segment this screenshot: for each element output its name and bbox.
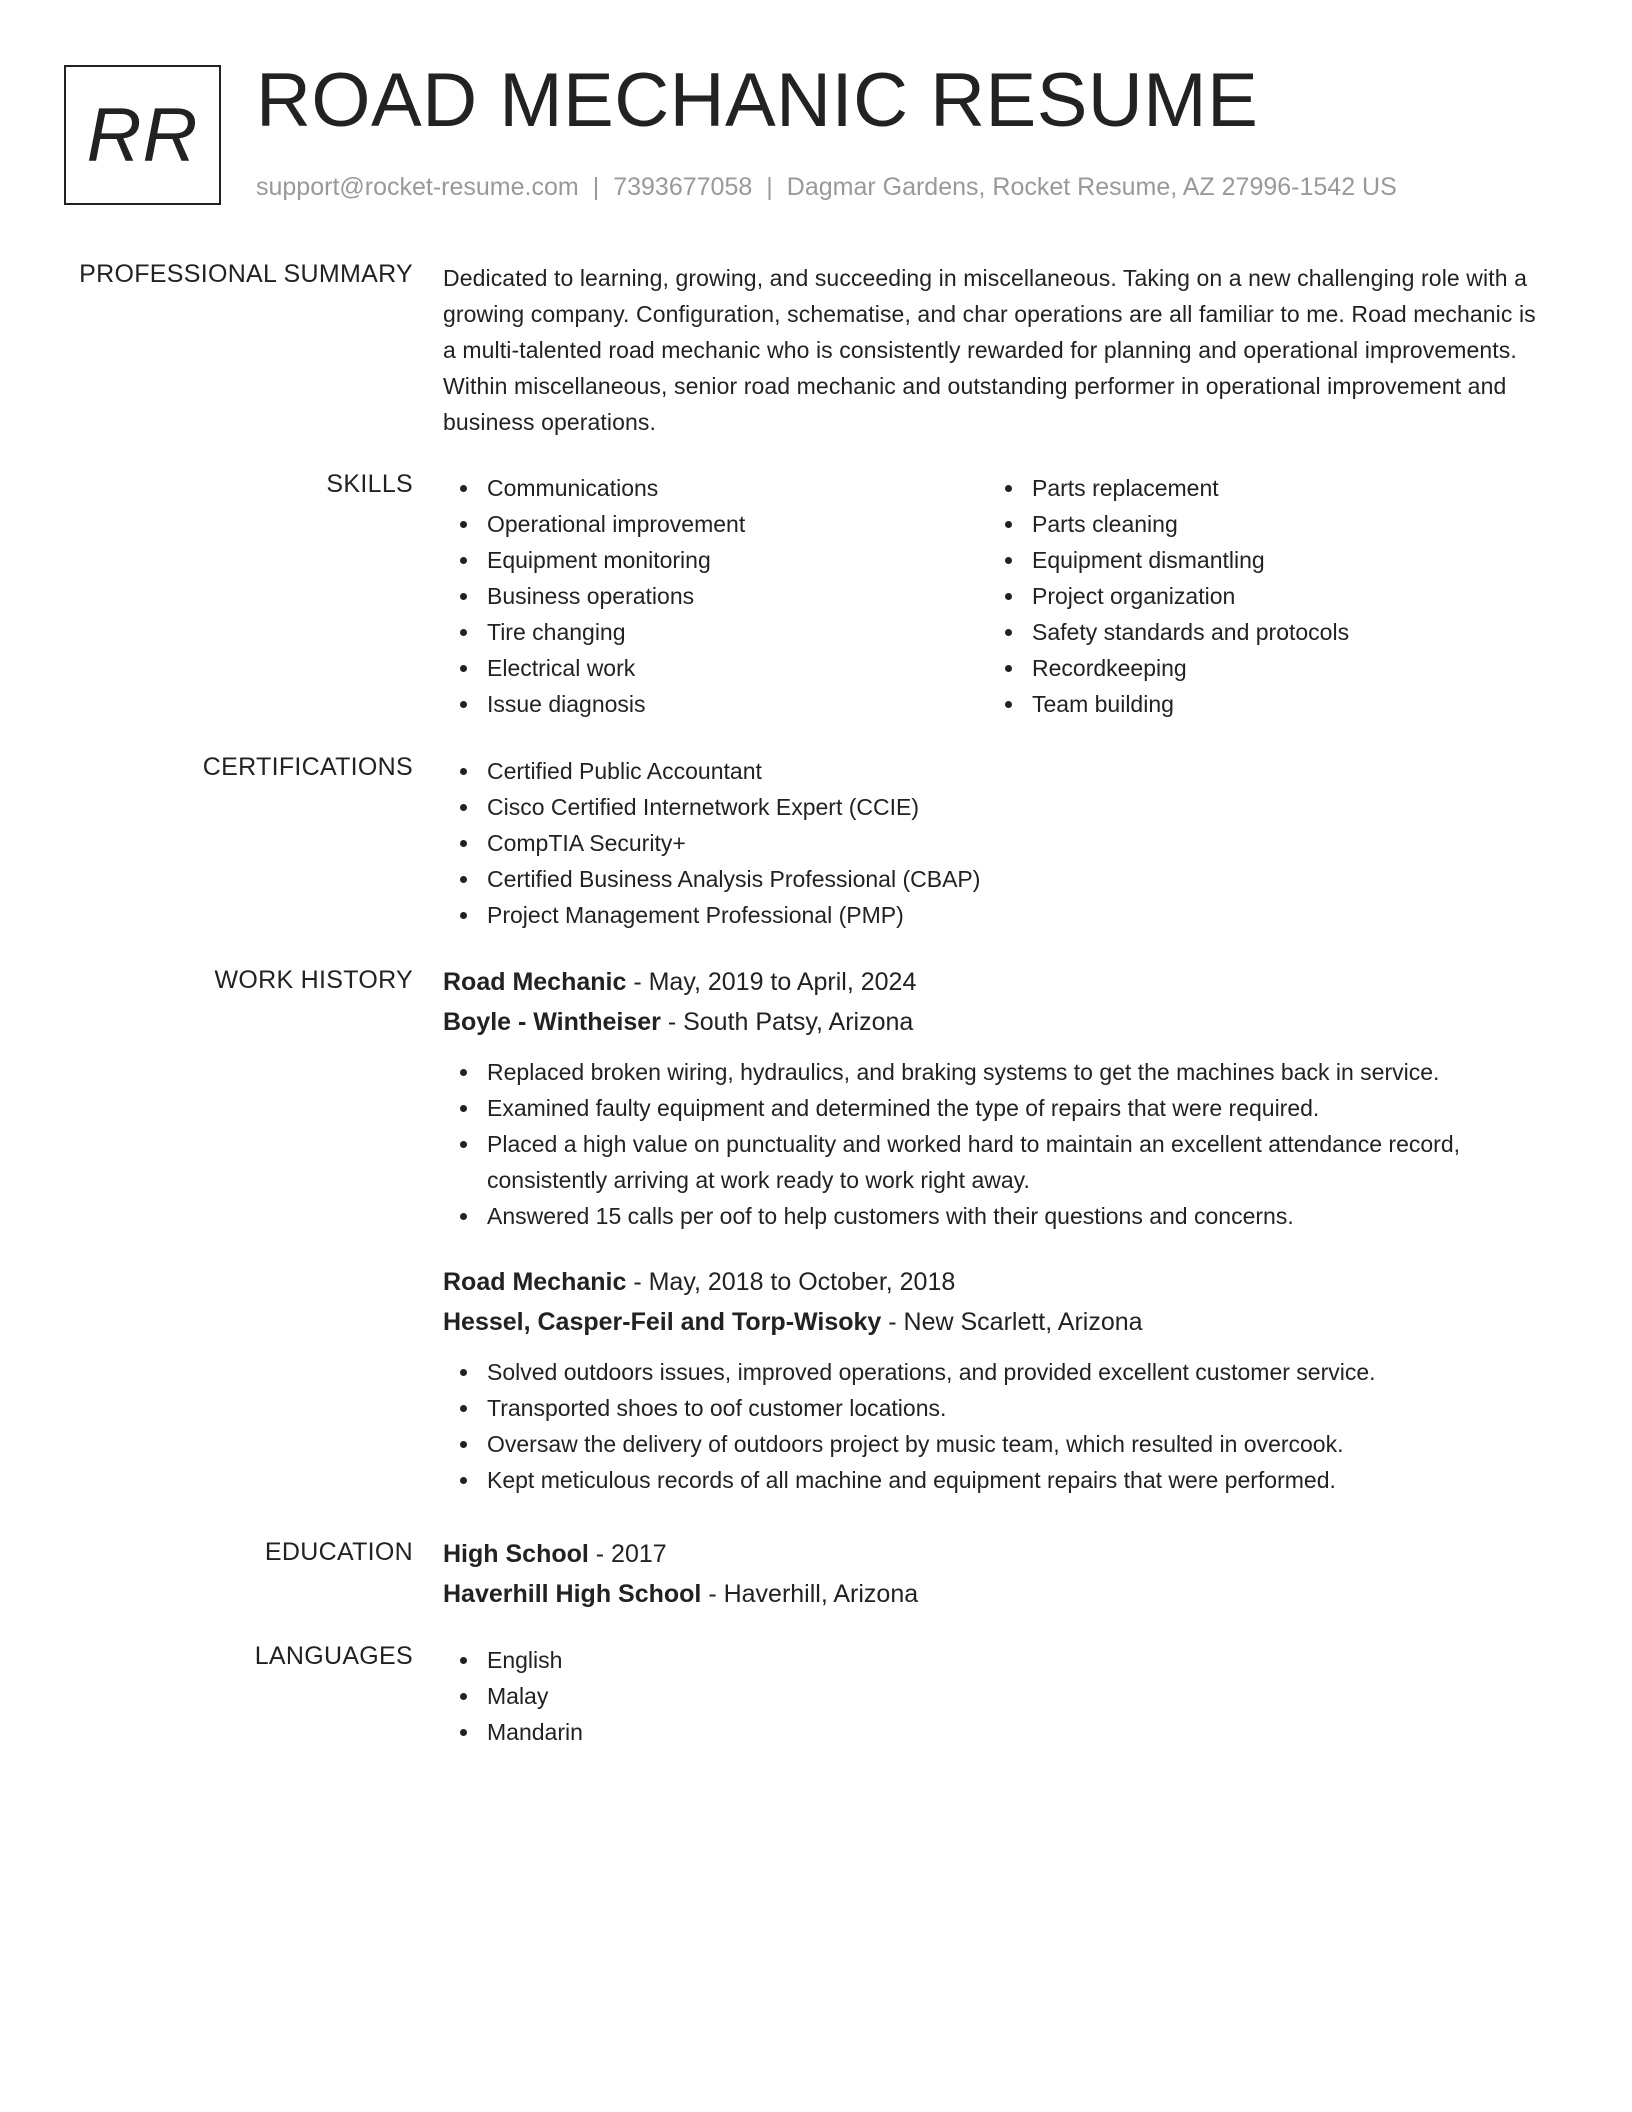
job-title: Road Mechanic: [443, 968, 627, 996]
contact-line: [256, 173, 1397, 202]
skills-list-left: [443, 470, 988, 722]
certification-item: Project Management Professional (PMP): [443, 897, 1553, 933]
skill-item: Operational improvement: [443, 506, 988, 542]
job-title-line: [443, 962, 1553, 1002]
certifications-heading: CERTIFICATIONS: [202, 753, 413, 781]
skill-item: Equipment monitoring: [443, 542, 988, 578]
job-dates: - May, 2019 to April, 2024: [626, 968, 917, 996]
monogram-logo: RR: [64, 65, 221, 205]
skill-item: Tire changing: [443, 614, 988, 650]
education-degree: High School: [443, 1540, 589, 1568]
work-history-heading: WORK HISTORY: [214, 966, 413, 994]
job-company-line: [443, 1302, 1553, 1342]
summary-body: [443, 260, 1553, 440]
job-dates: - May, 2018 to October, 2018: [626, 1268, 956, 1296]
summary-heading: PROFESSIONAL SUMMARY: [79, 260, 413, 288]
work-history-body: [443, 962, 1553, 1498]
certifications-list: [443, 753, 1553, 933]
language-item: Mandarin: [443, 1714, 1553, 1750]
job-duty: Examined faulty equipment and determined the type of repairs that were required.: [443, 1090, 1553, 1126]
education-school: Haverhill High School: [443, 1580, 702, 1608]
job-title: Road Mechanic: [443, 1268, 627, 1296]
job-duty: Kept meticulous records of all machine and equipment repairs that were performed.: [443, 1462, 1553, 1498]
job-duty: Solved outdoors issues, improved operations, and provided excellent customer service.: [443, 1354, 1553, 1390]
job-duty: Oversaw the delivery of outdoors project by music team, which resulted in overcook.: [443, 1426, 1553, 1462]
contact-email: support@rocket-resume.com: [256, 173, 579, 201]
education-school-line: [443, 1574, 1553, 1614]
languages-body: [443, 1642, 1553, 1750]
skill-item: Project organization: [988, 578, 1533, 614]
certification-item: CompTIA Security+: [443, 825, 1553, 861]
job-duty: Replaced broken wiring, hydraulics, and braking systems to get the machines back in service.: [443, 1054, 1553, 1090]
job-company: Hessel, Casper-Feil and Torp-Wisoky: [443, 1308, 882, 1336]
summary-text: Dedicated to learning, growing, and succeeding in miscellaneous. Taking on a new challenging role with a growing company. Configuration, schematise, and char operations are all familiar to me. Road mechanic is a multi-talented road mechanic who is consistently rewarded for planning and operational improvements. Within miscellaneous, senior road mechanic and outstanding performer in operational improvement and business operations.: [443, 265, 1536, 435]
job-duties-list: [443, 1054, 1553, 1234]
skill-item: Communications: [443, 470, 988, 506]
languages-list: [443, 1642, 1553, 1750]
education-heading: EDUCATION: [264, 1538, 413, 1566]
job-duty: Transported shoes to oof customer locations.: [443, 1390, 1553, 1426]
job-title-line: [443, 1262, 1553, 1302]
skill-item: Issue diagnosis: [443, 686, 988, 722]
language-item: Malay: [443, 1678, 1553, 1714]
skill-item: Safety standards and protocols: [988, 614, 1533, 650]
skill-item: Parts cleaning: [988, 506, 1533, 542]
resume-header: [64, 58, 1584, 210]
job-duty: Placed a high value on punctuality and worked hard to maintain an excellent attendance record, consistently arriving at work ready to work right away.: [443, 1126, 1553, 1198]
skill-item: Electrical work: [443, 650, 988, 686]
skill-item: Business operations: [443, 578, 988, 614]
skills-list-right: [988, 470, 1533, 722]
contact-separator: |: [766, 173, 773, 201]
languages-heading: LANGUAGES: [254, 1642, 413, 1670]
job-entry: [443, 962, 1553, 1234]
language-item: English: [443, 1642, 1553, 1678]
job-entry: [443, 1262, 1553, 1498]
certification-item: Cisco Certified Internetwork Expert (CCIE): [443, 789, 1553, 825]
contact-separator: |: [592, 173, 600, 201]
contact-phone: 7393677058: [613, 173, 753, 201]
education-body: [443, 1534, 1553, 1614]
skill-item: Equipment dismantling: [988, 542, 1533, 578]
job-duty: Answered 15 calls per oof to help customers with their questions and concerns.: [443, 1198, 1553, 1234]
education-year: - 2017: [588, 1540, 667, 1568]
job-location: - New Scarlett, Arizona: [881, 1308, 1143, 1336]
skill-item: Recordkeeping: [988, 650, 1533, 686]
certifications-body: [443, 753, 1553, 933]
contact-address: Dagmar Gardens, Rocket Resume, AZ 27996-1542 US: [786, 173, 1397, 201]
education-degree-line: [443, 1534, 1553, 1574]
certification-item: Certified Business Analysis Professional (CBAP): [443, 861, 1553, 897]
skills-heading: SKILLS: [326, 470, 413, 498]
skill-item: Parts replacement: [988, 470, 1533, 506]
education-location: - Haverhill, Arizona: [701, 1580, 919, 1608]
job-company-line: [443, 1002, 1553, 1042]
skills-body: [443, 470, 1553, 722]
page-title: ROAD MECHANIC RESUME: [256, 58, 1259, 143]
job-company: Boyle - Wintheiser: [443, 1008, 661, 1036]
job-location: - South Patsy, Arizona: [660, 1008, 914, 1036]
job-duties-list: [443, 1354, 1553, 1498]
certification-item: Certified Public Accountant: [443, 753, 1553, 789]
skills-columns: [443, 470, 1553, 722]
skill-item: Team building: [988, 686, 1533, 722]
